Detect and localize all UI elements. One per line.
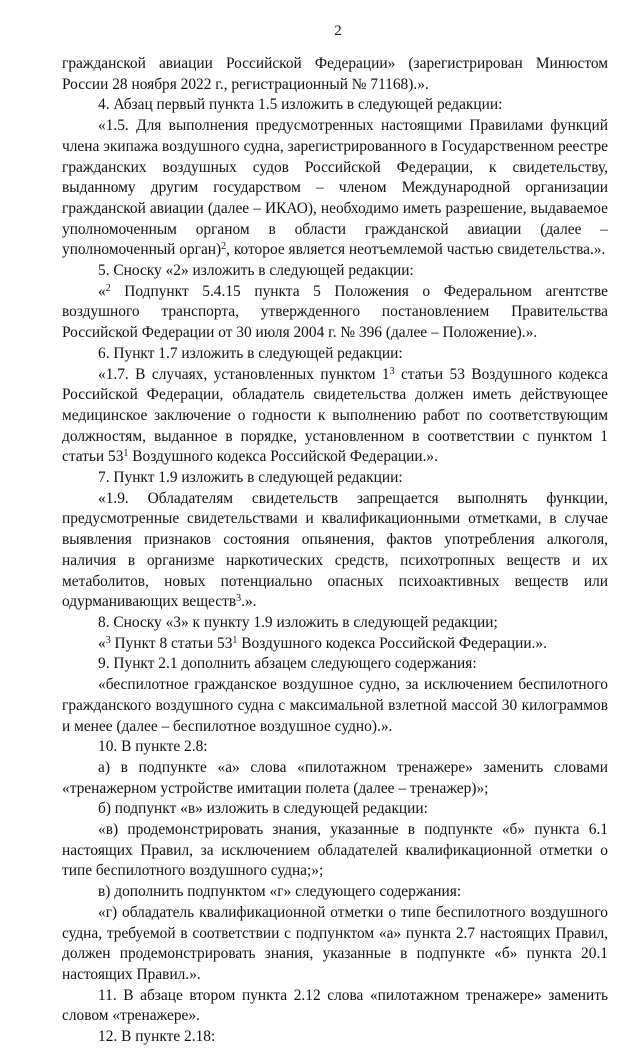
paragraph bbox=[62, 261, 608, 282]
footnote-marker: 1 bbox=[123, 448, 129, 460]
paragraph-text: 9. Пункт 2.1 дополнить абзацем следующего содержания: bbox=[98, 655, 477, 673]
paragraph bbox=[62, 986, 608, 1027]
paragraph-text: «беспилотное гражданское воздушное судно, за исключением беспилотного гражданского воздушного судна с максимальной взлетной массой 30 килограммов и менее (далее – беспилотное воздушное судно).». bbox=[62, 676, 608, 735]
paragraph bbox=[62, 882, 608, 903]
page-number: 2 bbox=[334, 23, 342, 39]
paragraph bbox=[62, 820, 608, 882]
paragraph bbox=[62, 903, 608, 986]
paragraph bbox=[62, 468, 608, 489]
paragraph bbox=[62, 737, 608, 758]
footnote-marker: 3 bbox=[105, 634, 111, 646]
footnote-marker: 1 bbox=[232, 634, 238, 646]
paragraph-text: 11. В абзаце втором пункта 2.12 слова «пилотажном тренажере» заменить словом «тренажере». bbox=[62, 986, 608, 1025]
paragraph-text: 12. В пункте 2.18: bbox=[98, 1028, 216, 1046]
paragraph bbox=[62, 758, 608, 799]
paragraph-text: б) подпункт «в» изложить в следующей редакции: bbox=[98, 800, 428, 818]
paragraph bbox=[62, 54, 608, 95]
paragraph-text: 8. Сноску «3» к пункту 1.9 изложить в следующей редакции; bbox=[98, 613, 498, 631]
paragraph-text: «1.7. В случаях, установленных пунктом 1 bbox=[98, 365, 390, 383]
paragraph-text: а) в подпункте «а» слова «пилотажном тренажере» заменить словами «тренажерном устройстве имитации полета (далее – тренажер)»; bbox=[62, 758, 608, 797]
paragraph-text: «г) обладатель квалификационной отметки о типе беспилотного воздушного судна, требуемой в соответствии с подпунктом «а» пункта 2.7 настоящих Правил, должен продемонстрировать знания, указанные в подпункте «б» пункта 20.1 настоящих Правил.». bbox=[62, 903, 608, 983]
paragraph-text: 10. В пункте 2.8: bbox=[98, 738, 208, 756]
paragraph-text: «1.5. Для выполнения предусмотренных настоящими Правилами функций члена экипажа воздушного судна, зарегистрированного в Государственном реестре гражданских воздушных судов Российской Федерации, к свидетельству, выданному другим государством – членом Международной организации гражданской авиации (далее – ИКАО), необходимо иметь разрешение, выдаваемое уполномоченным органом в области гражданской авиации (далее – уполномоченный орган) bbox=[62, 117, 608, 259]
paragraph-text: Подпункт 5.4.15 пункта 5 Положения о Федеральном агентстве воздушного транспорта, утвержденного постановлением Правительства Российской Федерации от 30 июля 2004 г. № 396 (далее – Положение).». bbox=[62, 282, 608, 342]
paragraph bbox=[62, 365, 608, 469]
paragraph bbox=[62, 95, 608, 116]
paragraph-text: Воздушного кодекса Российской Федерации.». bbox=[128, 448, 438, 466]
paragraph bbox=[62, 282, 608, 344]
paragraph bbox=[62, 1027, 608, 1048]
paragraph bbox=[62, 116, 608, 261]
paragraph-text: .». bbox=[241, 593, 257, 611]
paragraph bbox=[62, 489, 608, 613]
paragraph bbox=[62, 634, 608, 655]
paragraph-text: 6. Пункт 1.7 изложить в следующей редакции: bbox=[98, 344, 403, 362]
paragraph-text: 4. Абзац первый пункта 1.5 изложить в следующей редакции: bbox=[98, 96, 503, 114]
paragraph bbox=[62, 799, 608, 820]
paragraph-text: Воздушного кодекса Российской Федерации.». bbox=[237, 634, 547, 652]
paragraph-text: статьи 53 Воздушного кодекса Российской Федерации, обладатель свидетельства должен иметь действующее медицинское заключение о годности к выполнению работ по соответствующим должностям, выданное в порядке, установленном в соответствии с пунктом 1 статьи 53 bbox=[62, 365, 608, 466]
paragraph-text: «1.9. Обладателям свидетельств запрещается выполнять функции, предусмотренные свидетельствами и квалификационными отметками, в случае выявления признаков состояния опьянения, фактов употребления алкоголя, наличия в организме наркотических средств, психотропных веществ и их метаболитов, новых потенциально опасных психоактивных веществ или одурманивающих веществ bbox=[62, 489, 608, 611]
footnote-marker: 2 bbox=[221, 241, 227, 253]
paragraph-text: , которое является неотъемлемой частью свидетельства.». bbox=[226, 241, 606, 259]
paragraph-text: « bbox=[98, 634, 106, 652]
paragraph-text: «в) продемонстрировать знания, указанные в подпункте «б» пункта 6.1 настоящих Правил, за исключением обладателей квалификационной отметки о типе беспилотного воздушного судна;»; bbox=[62, 821, 608, 880]
paragraph bbox=[62, 654, 608, 675]
paragraph-text: гражданской авиации Российской Федерации» (зарегистрирован Минюстом России 28 ноября 2022 г., регистрационный № 71168).». bbox=[62, 55, 608, 93]
paragraph bbox=[62, 675, 608, 737]
paragraph bbox=[62, 613, 608, 634]
document-body bbox=[62, 54, 608, 1048]
footnote-marker: 2 bbox=[105, 282, 111, 294]
paragraph-text: 7. Пункт 1.9 изложить в следующей редакции: bbox=[98, 469, 403, 487]
paragraph-text: Пункт 8 статьи 53 bbox=[110, 634, 233, 652]
paragraph-text: 5. Сноску «2» изложить в следующей редакции: bbox=[98, 262, 414, 280]
paragraph bbox=[62, 344, 608, 365]
paragraph-text: « bbox=[98, 282, 106, 300]
footnote-marker: 3 bbox=[236, 593, 242, 605]
footnote-marker: 3 bbox=[389, 365, 395, 377]
paragraph-text: в) дополнить подпунктом «г» следующего содержания: bbox=[98, 883, 462, 901]
